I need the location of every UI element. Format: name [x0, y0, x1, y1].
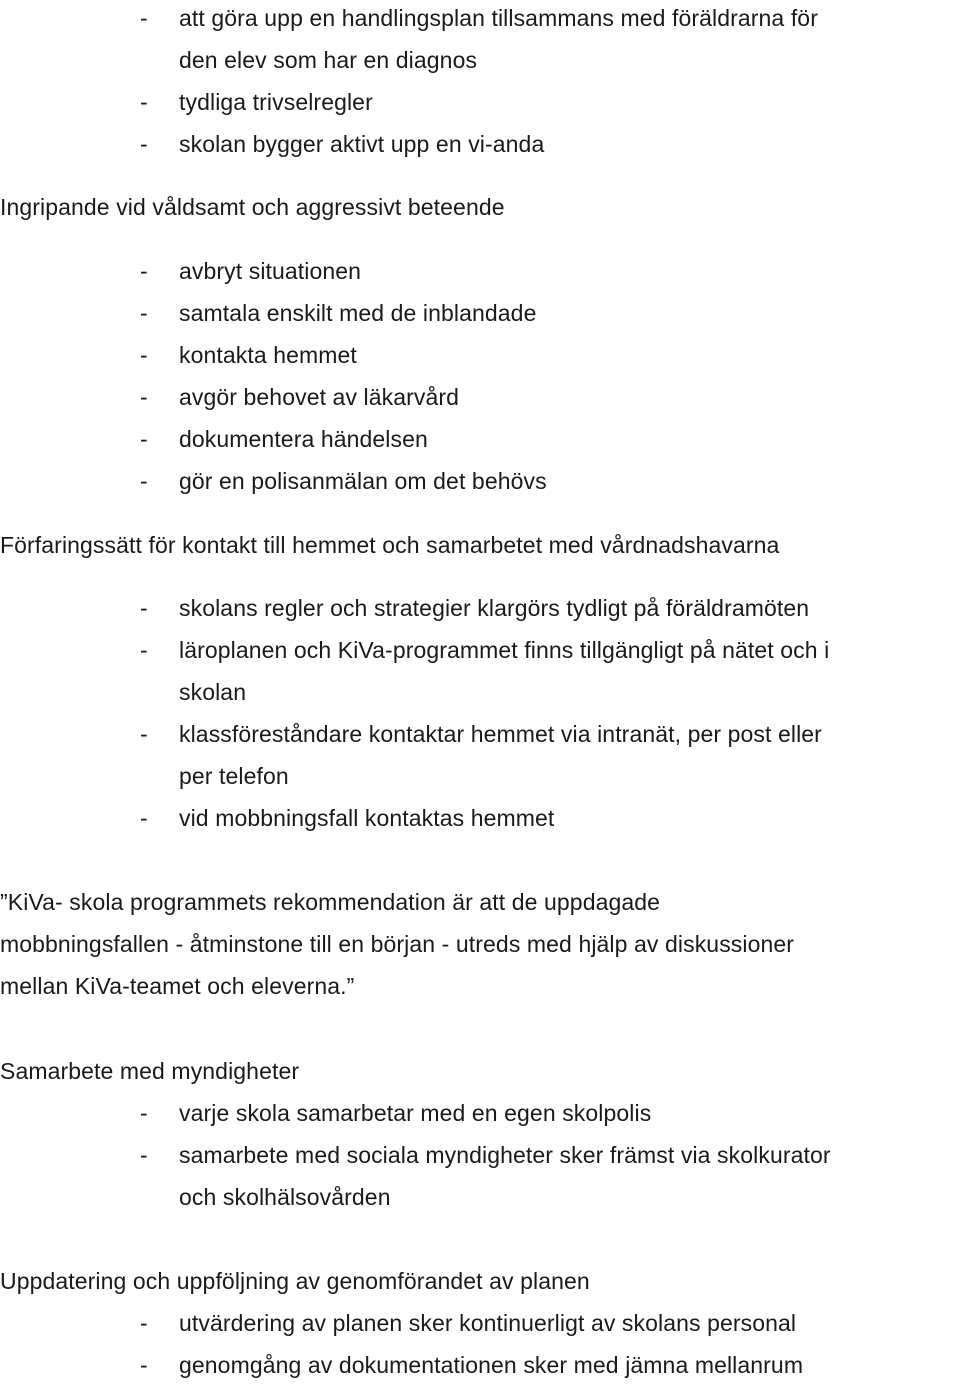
list-item: skolans regler och strategier klargörs tydligt på föräldramöten: [179, 595, 810, 621]
list-dash: -: [140, 426, 148, 452]
list-item: klassföreståndare kontaktar hemmet via intranät, per post eller: [179, 721, 822, 747]
section-heading: Uppdatering och uppföljning av genomförandet av planen: [0, 1268, 590, 1294]
list-dash: -: [140, 5, 148, 31]
list-item: dokumentera händelsen: [179, 426, 428, 452]
list-item: avbryt situationen: [179, 258, 362, 284]
list-dash: -: [140, 721, 148, 747]
list-item: att göra upp en handlingsplan tillsammans med föräldrarna för: [179, 5, 818, 31]
list-item: vid mobbningsfall kontaktas hemmet: [179, 805, 555, 831]
list-dash: -: [140, 300, 148, 326]
list-dash: -: [140, 384, 148, 410]
list-item: varje skola samarbetar med en egen skolpolis: [179, 1100, 652, 1126]
list-item: kontakta hemmet: [179, 342, 357, 368]
list-item: samarbete med sociala myndigheter sker främst via skolkurator: [179, 1142, 831, 1168]
list-dash: -: [140, 1142, 148, 1168]
list-dash: -: [140, 595, 148, 621]
quote-line: mobbningsfallen - åtminstone till en början - utreds med hjälp av diskussioner: [0, 931, 795, 957]
list-item-continuation: per telefon: [179, 763, 289, 789]
quote-line: ”KiVa- skola programmets rekommendation är att de uppdagade: [0, 889, 661, 915]
list-item-continuation: skolan: [179, 679, 247, 705]
list-item-continuation: den elev som har en diagnos: [179, 47, 478, 73]
list-dash: -: [140, 89, 148, 115]
quote-line: mellan KiVa-teamet och eleverna.”: [0, 973, 355, 999]
list-item: gör en polisanmälan om det behövs: [179, 468, 547, 494]
list-dash: -: [140, 1352, 148, 1378]
section-heading: Förfaringssätt för kontakt till hemmet och samarbetet med vårdnadshavarna: [0, 532, 780, 558]
list-item: samtala enskilt med de inblandade: [179, 300, 537, 326]
list-dash: -: [140, 131, 148, 157]
list-item-continuation: och skolhälsovården: [179, 1184, 391, 1210]
section-heading: Samarbete med myndigheter: [0, 1058, 300, 1084]
list-item: läroplanen och KiVa-programmet finns tillgängligt på nätet och i: [179, 637, 830, 663]
section-heading: Ingripande vid våldsamt och aggressivt beteende: [0, 194, 505, 220]
list-item: tydliga trivselregler: [179, 89, 373, 115]
list-dash: -: [140, 637, 148, 663]
list-dash: -: [140, 258, 148, 284]
list-dash: -: [140, 342, 148, 368]
list-dash: -: [140, 1100, 148, 1126]
list-dash: -: [140, 468, 148, 494]
list-dash: -: [140, 805, 148, 831]
list-item: avgör behovet av läkarvård: [179, 384, 460, 410]
list-dash: -: [140, 1310, 148, 1336]
list-item: genomgång av dokumentationen sker med jämna mellanrum: [179, 1352, 804, 1378]
list-item: utvärdering av planen sker kontinuerligt av skolans personal: [179, 1310, 797, 1336]
list-item: skolan bygger aktivt upp en vi-anda: [179, 131, 545, 157]
